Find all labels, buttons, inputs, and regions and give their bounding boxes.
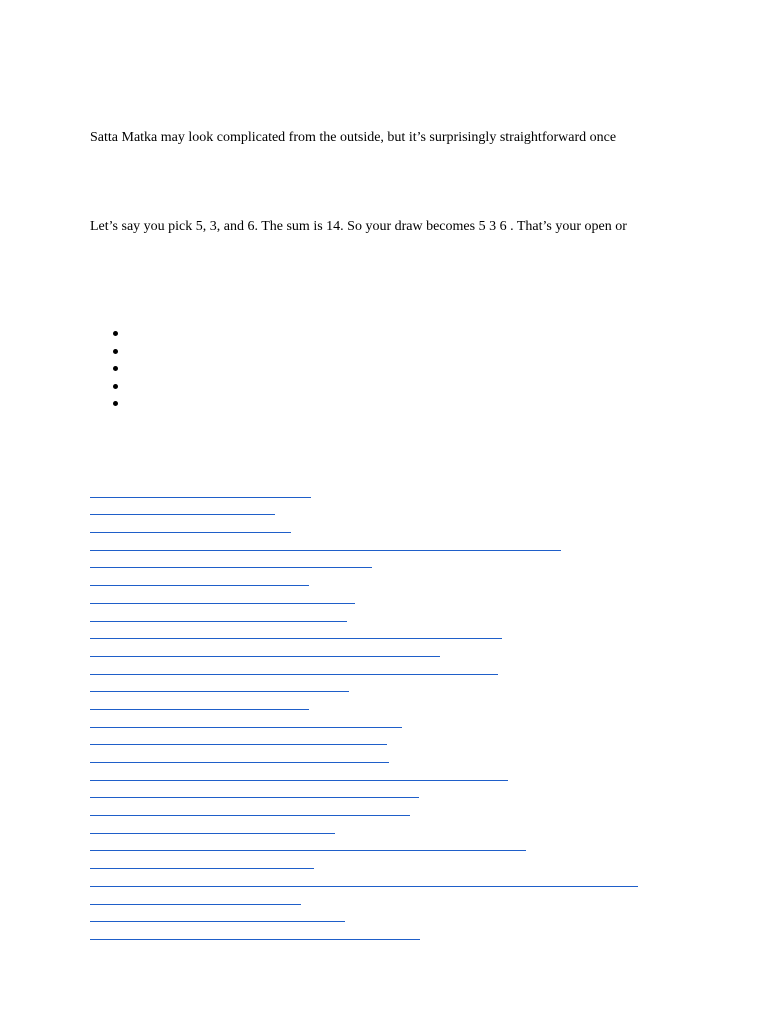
link-underline bbox=[90, 797, 419, 798]
bullet-icon bbox=[113, 366, 118, 371]
link-underline bbox=[90, 744, 387, 745]
link-underline bbox=[90, 780, 508, 781]
link-underline bbox=[90, 674, 498, 675]
link-underline bbox=[90, 815, 410, 816]
link-underline bbox=[90, 497, 311, 498]
link-underline bbox=[90, 727, 402, 728]
link-underline bbox=[90, 691, 349, 692]
link-underline bbox=[90, 904, 301, 905]
bullet-icon bbox=[113, 401, 118, 406]
intro-paragraph: Satta Matka may look complicated from the outside, but it’s surprisingly straightforward once bbox=[90, 130, 617, 145]
bullet-icon bbox=[113, 331, 118, 336]
link-underline bbox=[90, 762, 389, 763]
link-underline bbox=[90, 921, 345, 922]
link-underline bbox=[90, 550, 561, 551]
link-underline bbox=[90, 709, 309, 710]
link-underline bbox=[90, 868, 314, 869]
link-underline bbox=[90, 833, 335, 834]
example-paragraph: Let’s say you pick 5, 3, and 6. The sum is 14. So your draw becomes 5 3 6 . That’s your open or bbox=[90, 219, 627, 234]
link-underline bbox=[90, 656, 440, 657]
bullet-icon bbox=[113, 384, 118, 389]
link-underline bbox=[90, 621, 347, 622]
link-underline bbox=[90, 585, 309, 586]
link-underline bbox=[90, 532, 291, 533]
link-underline bbox=[90, 886, 638, 887]
link-underline bbox=[90, 514, 275, 515]
link-underline bbox=[90, 638, 502, 639]
link-underline bbox=[90, 850, 526, 851]
link-underline bbox=[90, 567, 372, 568]
link-underline bbox=[90, 939, 420, 940]
bullet-icon bbox=[113, 349, 118, 354]
link-underline bbox=[90, 603, 355, 604]
